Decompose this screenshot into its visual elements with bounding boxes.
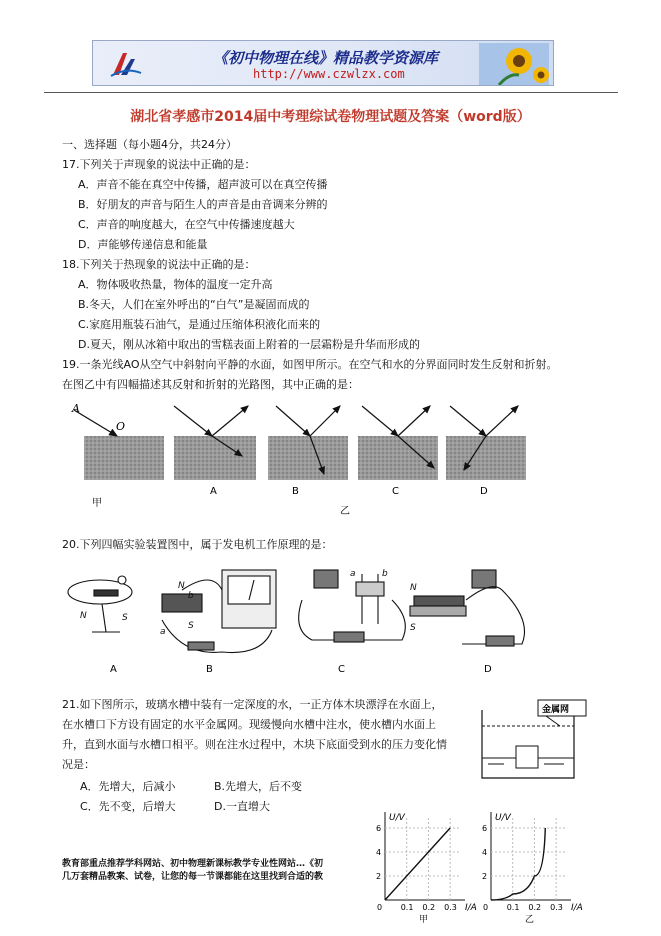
q18-stem: 18.下列关于热现象的说法中正确的是： <box>62 258 256 271</box>
y-tick-label: 2 <box>376 872 382 881</box>
q18-option-c: C.家庭用瓶装石油气，是通过压缩体积液化而来的 <box>78 318 321 331</box>
origin-label: 0 <box>483 903 489 912</box>
svg-text:S: S <box>410 623 416 633</box>
q17-option-d: D．声能够传递信息和能量 <box>78 238 208 251</box>
q20-apparatus-figures <box>62 560 582 678</box>
label-c: C <box>392 486 399 497</box>
svg-text:b: b <box>382 569 388 579</box>
x-tick-label: 0.1 <box>506 903 520 912</box>
graph-caption: 乙 <box>525 915 535 925</box>
x-tick-label: 0.3 <box>444 903 457 912</box>
site-logo <box>109 49 143 79</box>
diagram-b <box>268 406 348 480</box>
x-tick-label: 0.3 <box>550 903 563 912</box>
q21-line-2: 在水槽口下方设有固定的水平金属网。现缓慢向水槽中注水，使水槽内水面上 <box>62 718 436 731</box>
q17-option-c: C．声音的响度越大，在空气中传播速度越大 <box>78 218 295 231</box>
label-yi: 乙 <box>340 506 350 517</box>
header-banner <box>92 40 554 86</box>
diagram-d <box>446 406 526 480</box>
q21-line-4: 况是： <box>62 758 95 771</box>
apparatus-b <box>160 570 276 653</box>
x-axis-label: I/A <box>571 903 583 913</box>
svg-text:N: N <box>178 581 185 591</box>
q21-water-tank-figure <box>474 698 594 784</box>
y-tick-label: 6 <box>482 824 488 833</box>
q20-stem: 20.下列四幅实验装置图中，属于发电机工作原理的是： <box>62 538 333 551</box>
q19-line-2: 在图乙中有四幅描述其反射和折射的光路图，其中正确的是： <box>62 378 359 391</box>
apparatus-a <box>68 576 132 632</box>
q21-line-3: 升，直到水面与水槽口相平。则在注水过程中，木块下底面受到水的压力变化情 <box>62 738 447 751</box>
q20-label-a: A <box>110 664 117 675</box>
svg-text:N: N <box>410 583 417 593</box>
u-i-graphs <box>355 808 595 926</box>
x-tick-label: 0.2 <box>422 903 436 912</box>
diagram-a <box>174 406 256 480</box>
q20-label-d: D <box>484 664 492 675</box>
q21-option-d: D.一直增大 <box>214 800 270 813</box>
label-b: B <box>292 486 299 497</box>
q18-option-a: A．物体吸收热量，物体的温度一定升高 <box>78 278 273 291</box>
footer-line-2: 几万套精品教案、试卷，让您的每一节课都能在这里找到合适的教 <box>62 872 324 882</box>
y-axis-label: U/V <box>389 813 405 823</box>
apparatus-c <box>299 569 406 642</box>
diagram-c <box>358 406 438 480</box>
q19-light-diagrams <box>62 396 582 528</box>
q21-option-b: B.先增大，后不变 <box>214 780 303 793</box>
label-a: A <box>210 486 217 497</box>
q20-label-b: B <box>206 664 213 675</box>
y-axis-label: U/V <box>495 813 511 823</box>
y-tick-label: 2 <box>482 872 488 881</box>
label-jia: 甲 <box>92 498 102 509</box>
q17-option-a: A．声音不能在真空中传播，超声波可以在真空传播 <box>78 178 328 191</box>
q21-line-1: 21.如下图所示，玻璃水槽中装有一定深度的水，一正方体木块漂浮在水面上， <box>62 698 443 711</box>
y-tick-label: 4 <box>376 848 382 857</box>
sunflower-image <box>479 43 549 85</box>
svg-text:b: b <box>188 591 194 601</box>
svg-text:N: N <box>80 611 87 621</box>
graph-jia <box>376 812 477 925</box>
svg-text:a: a <box>160 627 166 637</box>
q18-option-b: B.冬天，人们在室外呼出的“白气”是凝固而成的 <box>78 298 310 311</box>
metal-net-label: 金属网 <box>542 705 570 715</box>
q20-label-c: C <box>338 664 345 675</box>
y-tick-label: 6 <box>376 824 382 833</box>
x-axis-label: I/A <box>465 903 477 913</box>
banner-title: 《初中物理在线》精品教学资源库 <box>213 49 439 67</box>
q17-stem: 17.下列关于声现象的说法中正确的是： <box>62 158 256 171</box>
graph-yi <box>482 812 583 925</box>
x-tick-label: 0.1 <box>400 903 414 912</box>
graph-caption: 甲 <box>419 915 429 925</box>
banner-url[interactable]: http://www.czwlzx.com <box>253 67 405 81</box>
q21-option-c: C．先不变，后增大 <box>80 800 176 813</box>
q18-option-d: D.夏天，刚从冰箱中取出的雪糕表面上附着的一层霜粉是升华而形成的 <box>78 338 420 351</box>
point-a-label: A <box>72 402 80 415</box>
svg-text:S: S <box>122 613 128 623</box>
x-tick-label: 0.2 <box>528 903 542 912</box>
q21-option-a: A．先增大，后减小 <box>80 780 176 793</box>
header-rule <box>44 92 618 93</box>
apparatus-d <box>410 570 525 646</box>
svg-text:S: S <box>188 621 194 631</box>
point-o-label: O <box>116 420 126 433</box>
svg-text:a: a <box>350 569 356 579</box>
section-heading: 一、选择题（每小题4分，共24分） <box>62 138 237 151</box>
series-line <box>491 828 545 900</box>
q17-option-b: B．好朋友的声音与陌生人的声音是由音调来分辨的 <box>78 198 328 211</box>
diagram-jia <box>71 402 164 480</box>
footer-line-1: 教育部重点推荐学科网站、初中物理新课标教学专业性网站…《初 <box>62 859 324 869</box>
series-line <box>385 828 450 900</box>
footer <box>62 858 323 884</box>
label-d: D <box>480 486 488 497</box>
origin-label: 0 <box>377 903 383 912</box>
document-title: 湖北省孝感市2014届中考理综试卷物理试题及答案（word版） <box>130 109 531 125</box>
q19-line-1: 19.一条光线AO从空气中斜射向平静的水面，如图甲所示。在空气和水的分界面同时发生反射和折射。 <box>62 358 558 371</box>
y-tick-label: 4 <box>482 848 488 857</box>
